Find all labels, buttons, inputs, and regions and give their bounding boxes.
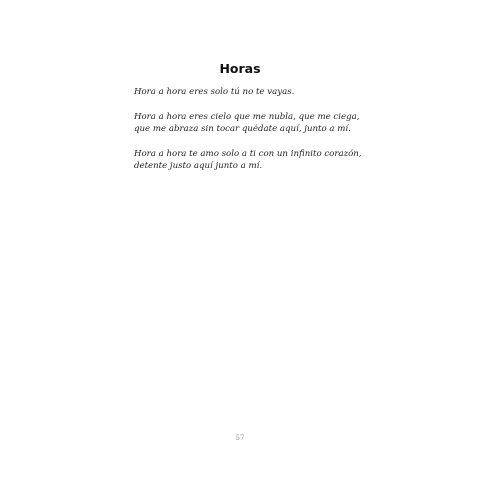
poem-line: Hora a hora eres cielo que me nubla, que me ciega, <box>134 111 360 122</box>
poem-body <box>134 86 434 185</box>
stanza-1 <box>134 86 434 98</box>
poem-line: Hora a hora te amo solo a ti con un infinito corazón, <box>134 149 362 159</box>
poem-line: que me abraza sin tocar quédate aquí, junto a mí. <box>134 124 351 135</box>
poem-title: Horas <box>219 61 261 76</box>
stanza-3 <box>134 148 434 173</box>
poem-line: Hora a hora eres solo tú no te vayas. <box>134 87 295 97</box>
poem-line: detente justo aquí junto a mí. <box>134 161 263 172</box>
stanza-2 <box>134 111 434 136</box>
page-number: 57 <box>235 434 245 442</box>
